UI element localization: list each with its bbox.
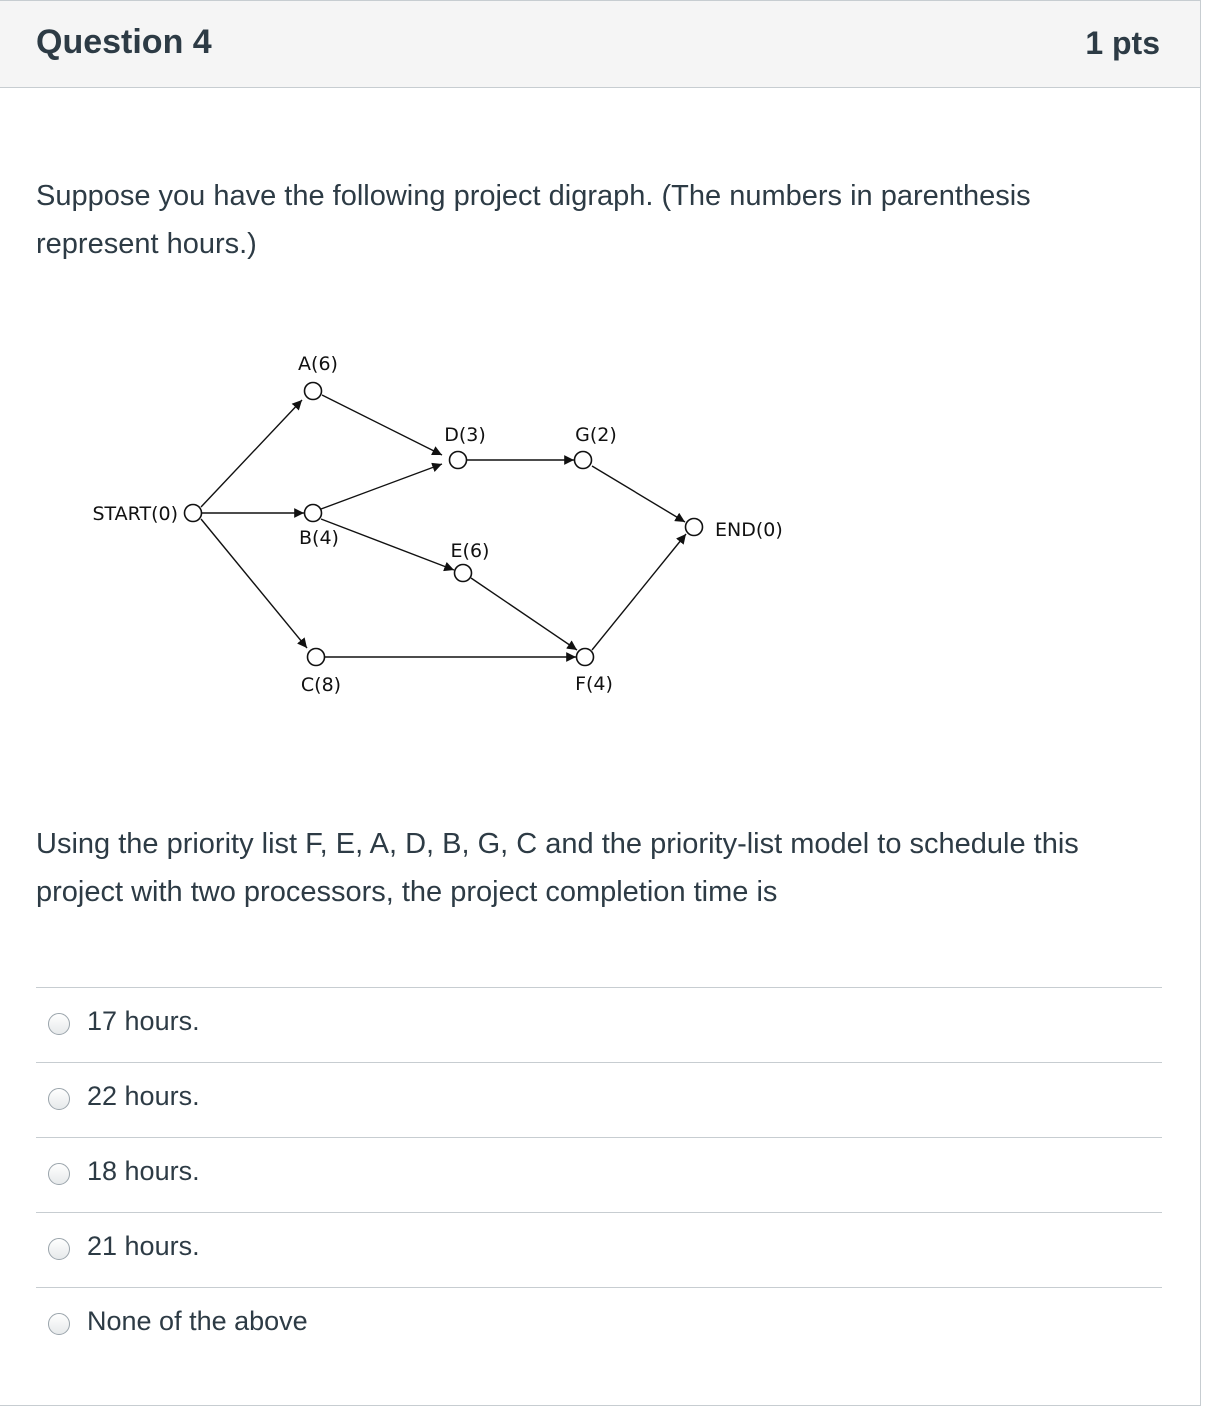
label-d: D(3) (444, 424, 486, 446)
label-a: A(6) (298, 353, 338, 375)
edge-g-end (592, 466, 685, 522)
node-d (450, 452, 467, 469)
answer-label[interactable]: 18 hours. (87, 1156, 200, 1186)
question-prompt-intro: Suppose you have the following project digraph. (The numbers in parenthesis represent hours.) (36, 180, 1031, 260)
label-b: B(4) (299, 527, 339, 549)
question-prompt-main: Using the priority list F, E, A, D, B, G, C and the priority-list model to schedule this project with two processors, the project completion time is (36, 828, 1079, 908)
answer-list (36, 987, 1162, 1362)
edge-e-f (471, 578, 577, 650)
radio-button[interactable] (48, 1088, 70, 1110)
edge-b-d (321, 464, 442, 509)
answer-option[interactable] (36, 1212, 1162, 1287)
node-end (686, 519, 703, 536)
radio-button[interactable] (48, 1163, 70, 1185)
node-start (185, 505, 202, 522)
answer-label[interactable]: 22 hours. (87, 1081, 200, 1111)
answer-option[interactable] (36, 987, 1162, 1062)
edge-start-a (201, 400, 302, 507)
answer-option[interactable] (36, 1287, 1162, 1362)
question-title: Question 4 (36, 23, 212, 61)
radio-button[interactable] (48, 1238, 70, 1260)
answer-label[interactable]: None of the above (87, 1306, 308, 1336)
edge-b-e (321, 519, 454, 570)
question-points: 1 pts (1085, 25, 1160, 61)
node-a (305, 383, 322, 400)
node-c (308, 649, 325, 666)
answer-label[interactable]: 17 hours. (87, 1006, 200, 1036)
question-header (0, 1, 1200, 88)
edge-f-end (592, 534, 686, 650)
radio-button[interactable] (48, 1013, 70, 1035)
node-b (305, 505, 322, 522)
node-g (575, 452, 592, 469)
label-start: START(0) (92, 503, 178, 525)
answer-label[interactable]: 21 hours. (87, 1231, 200, 1261)
edge-a-d (322, 395, 442, 455)
answer-option[interactable] (36, 1137, 1162, 1212)
node-f (577, 649, 594, 666)
node-e (455, 565, 472, 582)
label-e: E(6) (450, 540, 490, 562)
project-digraph (74, 346, 794, 706)
answer-option[interactable] (36, 1062, 1162, 1137)
radio-button[interactable] (48, 1313, 70, 1335)
label-g: G(2) (575, 424, 617, 446)
edge-start-c (201, 519, 307, 648)
label-f: F(4) (575, 673, 613, 695)
label-c: C(8) (300, 674, 342, 696)
label-end: END(0) (715, 519, 783, 541)
